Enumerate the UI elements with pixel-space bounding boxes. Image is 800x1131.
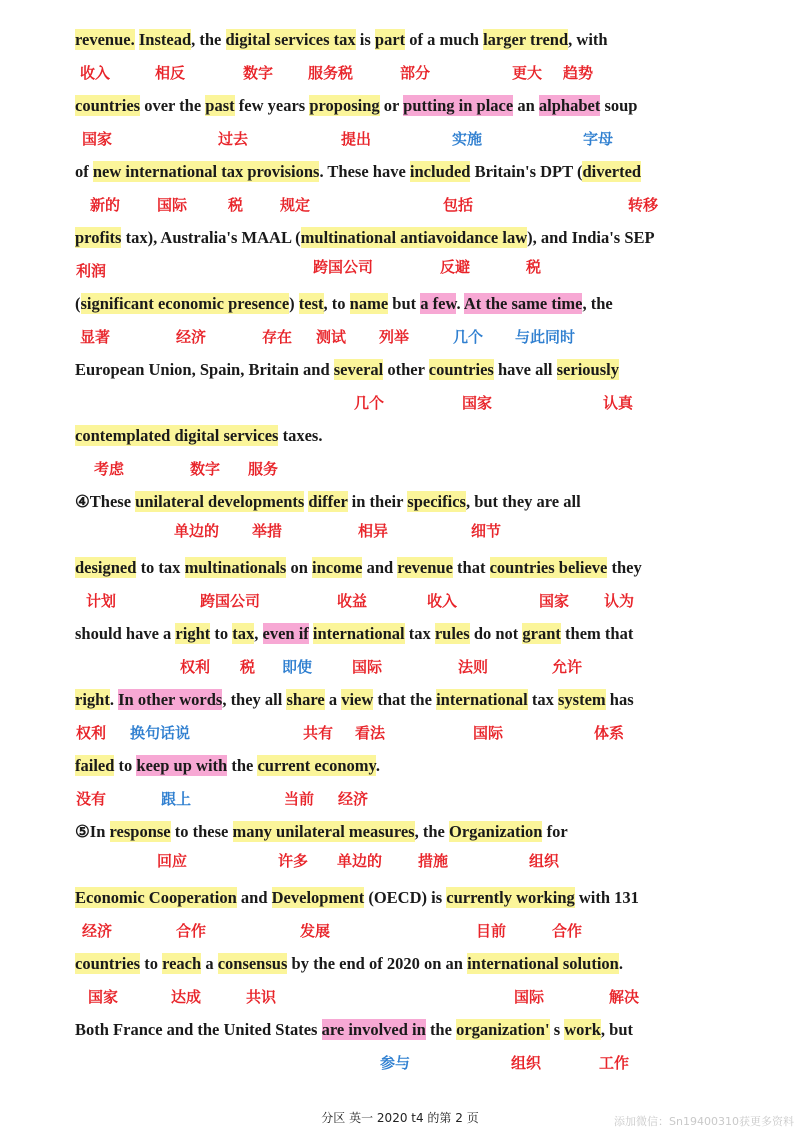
chinese-annotation: 几个	[354, 394, 385, 412]
highlighted-phrase: tax	[232, 624, 255, 643]
chinese-annotation: 参与	[380, 1054, 411, 1072]
plain-text: should have a	[75, 624, 176, 643]
highlighted-phrase: new international tax provisions	[92, 162, 320, 181]
plain-text: have all	[493, 360, 557, 379]
plain-text: (OECD) is	[364, 888, 447, 907]
plain-text: . These have	[319, 162, 410, 181]
highlighted-phrase: countries	[75, 96, 141, 115]
chinese-annotation: 看法	[355, 724, 386, 742]
chinese-annotation: 合作	[176, 922, 207, 940]
chinese-annotation: 跟上	[161, 790, 192, 808]
english-line	[75, 556, 642, 580]
highlighted-phrase: past	[205, 96, 235, 115]
highlighted-phrase: Organization	[448, 822, 543, 841]
chinese-annotation: 提出	[341, 130, 372, 148]
chinese-annotation: 经济	[338, 790, 369, 808]
chinese-annotation: 相异	[358, 522, 389, 540]
plain-text: for	[542, 822, 568, 841]
chinese-annotation: 跨国公司	[313, 258, 374, 276]
plain-text: to these	[170, 822, 233, 841]
highlighted-phrase: current economy	[257, 756, 376, 775]
plain-text: , the	[191, 30, 226, 49]
chinese-annotation: 共有	[303, 724, 334, 742]
chinese-annotation: 税	[228, 196, 244, 214]
chinese-annotation: 发展	[300, 922, 331, 940]
chinese-annotation: 部分	[400, 64, 431, 82]
highlighted-phrase: reach	[162, 954, 202, 973]
highlighted-phrase: share	[286, 690, 325, 709]
highlighted-phrase: response	[109, 822, 171, 841]
english-line	[75, 292, 613, 316]
chinese-annotation: 组织	[511, 1054, 542, 1072]
chinese-annotation: 数字	[190, 460, 221, 478]
chinese-annotation: 过去	[218, 130, 249, 148]
highlighted-phrase: several	[333, 360, 384, 379]
plain-text: to	[140, 954, 163, 973]
english-line	[75, 886, 639, 910]
highlighted-phrase: consensus	[217, 954, 288, 973]
plain-text: that the	[373, 690, 437, 709]
highlighted-phrase: multinationals	[184, 558, 287, 577]
highlighted-phrase: In other words	[118, 690, 223, 709]
plain-text: Britain's DPT (	[470, 162, 583, 181]
highlighted-phrase: putting in place	[403, 96, 514, 115]
plain-text: .	[375, 756, 380, 775]
highlighted-phrase: proposing	[309, 96, 380, 115]
plain-text: in their	[347, 492, 408, 511]
plain-text: the	[425, 1020, 457, 1039]
chinese-annotation: 国家	[82, 130, 113, 148]
highlighted-phrase: revenue.	[75, 30, 135, 49]
chinese-annotation: 合作	[552, 922, 583, 940]
highlighted-phrase: work	[564, 1020, 601, 1039]
plain-text: but	[388, 294, 421, 313]
plain-text: over the	[140, 96, 206, 115]
chinese-annotation: 收入	[80, 64, 111, 82]
chinese-annotation: 更大	[512, 64, 543, 82]
plain-text: and	[362, 558, 398, 577]
highlighted-phrase: a few	[420, 294, 457, 313]
plain-text: by the end of 2020 on an	[287, 954, 468, 973]
chinese-annotation: 显著	[80, 328, 111, 346]
chinese-annotation: 许多	[278, 852, 309, 870]
chinese-annotation: 数字	[243, 64, 274, 82]
highlighted-phrase: diverted	[582, 162, 642, 181]
english-line	[75, 226, 655, 250]
highlighted-phrase: rules	[434, 624, 470, 643]
plain-text: .	[109, 690, 119, 709]
chinese-annotation: 法则	[458, 658, 489, 676]
plain-text: of a much	[405, 30, 484, 49]
highlighted-phrase: income	[312, 558, 363, 577]
chinese-annotation: 收入	[427, 592, 458, 610]
highlighted-phrase: right	[175, 624, 211, 643]
plain-text: with 131	[574, 888, 639, 907]
chinese-annotation: 达成	[171, 988, 202, 1006]
highlighted-phrase: seriously	[556, 360, 619, 379]
english-line	[75, 622, 633, 646]
plain-text: tax	[404, 624, 435, 643]
highlighted-phrase: international	[436, 690, 528, 709]
plain-text: , the	[414, 822, 449, 841]
plain-text: do not	[469, 624, 523, 643]
highlighted-phrase: system	[557, 690, 606, 709]
plain-text: .	[618, 954, 623, 973]
chinese-annotation: 利润	[76, 262, 107, 280]
plain-text: European Union, Spain, Britain and	[75, 360, 334, 379]
chinese-annotation: 服务	[248, 460, 279, 478]
chinese-annotation: 包括	[443, 196, 474, 214]
plain-text: the	[227, 756, 258, 775]
english-line	[75, 424, 322, 448]
highlighted-phrase: grant	[522, 624, 561, 643]
chinese-annotation: 权利	[76, 724, 107, 742]
english-line	[75, 820, 568, 844]
plain-text: , to	[323, 294, 350, 313]
plain-text: or	[379, 96, 404, 115]
chinese-annotation: 国家	[539, 592, 570, 610]
highlighted-phrase: part	[374, 30, 406, 49]
plain-text: (	[75, 294, 81, 313]
plain-text: soup	[600, 96, 638, 115]
chinese-annotation: 认为	[604, 592, 635, 610]
plain-text: to	[114, 756, 137, 775]
highlighted-phrase: designed	[75, 558, 137, 577]
highlighted-phrase: larger trend	[483, 30, 569, 49]
english-line	[75, 28, 608, 52]
chinese-annotation: 解决	[609, 988, 640, 1006]
english-line	[75, 952, 623, 976]
highlighted-phrase: significant economic presence	[80, 294, 290, 313]
english-line	[75, 688, 634, 712]
chinese-annotation: 趋势	[563, 64, 594, 82]
chinese-annotation: 单边的	[337, 852, 383, 870]
plain-text: them that	[560, 624, 634, 643]
chinese-annotation: 举措	[252, 522, 283, 540]
plain-text: ), and India's SEP	[527, 228, 655, 247]
plain-text: , but they are all	[465, 492, 581, 511]
chinese-annotation: 税	[240, 658, 256, 676]
highlighted-phrase: failed	[75, 756, 115, 775]
highlighted-phrase: revenue	[397, 558, 453, 577]
chinese-annotation: 规定	[280, 196, 311, 214]
plain-text: is	[355, 30, 375, 49]
chinese-annotation: 共识	[246, 988, 277, 1006]
plain-text: of	[75, 162, 93, 181]
plain-text: tax), Australia's MAAL (	[121, 228, 301, 247]
chinese-annotation: 收益	[337, 592, 368, 610]
plain-text: tax	[527, 690, 558, 709]
highlighted-phrase: specifics	[407, 492, 466, 511]
highlighted-phrase: differ	[308, 492, 348, 511]
plain-text: they	[607, 558, 642, 577]
plain-text: a	[201, 954, 218, 973]
highlighted-phrase: countries believe	[489, 558, 608, 577]
page-footer: 分区 英一 2020 t4 的第 2 页	[321, 1111, 479, 1125]
plain-text: has	[605, 690, 634, 709]
chinese-annotation: 经济	[176, 328, 207, 346]
plain-text: taxes.	[278, 426, 323, 445]
chinese-annotation: 几个	[453, 328, 484, 346]
chinese-annotation: 允许	[552, 658, 583, 676]
plain-text: s	[549, 1020, 565, 1039]
english-line	[75, 754, 380, 778]
plain-text: , the	[582, 294, 613, 313]
plain-text: to tax	[136, 558, 185, 577]
plain-text: few years	[234, 96, 310, 115]
highlighted-phrase: Instead	[138, 30, 192, 49]
chinese-annotation: 国际	[352, 658, 383, 676]
plain-text: ,	[254, 624, 263, 643]
english-line	[75, 94, 637, 118]
plain-text: , with	[568, 30, 608, 49]
chinese-annotation: 国家	[88, 988, 119, 1006]
chinese-annotation: 措施	[418, 852, 449, 870]
chinese-annotation: 国际	[157, 196, 188, 214]
plain-text: )	[289, 294, 299, 313]
chinese-annotation: 体系	[594, 724, 625, 742]
chinese-annotation: 换句话说	[130, 724, 191, 742]
highlighted-phrase: are involved in	[321, 1020, 426, 1039]
chinese-annotation: 权利	[180, 658, 211, 676]
chinese-annotation: 工作	[599, 1054, 630, 1072]
chinese-annotation: 测试	[316, 328, 347, 346]
english-line	[75, 490, 581, 514]
highlighted-phrase: At the same time	[463, 294, 583, 313]
watermark: 添加微信：Sn19400310获更多资料	[614, 1115, 794, 1128]
highlighted-phrase: digital services tax	[225, 30, 356, 49]
plain-text: that	[452, 558, 490, 577]
chinese-annotation: 即使	[282, 658, 313, 676]
english-line	[75, 160, 641, 184]
plain-text: other	[383, 360, 429, 379]
chinese-annotation: 考虑	[94, 460, 125, 478]
chinese-annotation: 存在	[262, 328, 293, 346]
plain-text: ④These	[75, 492, 136, 511]
chinese-annotation: 相反	[155, 64, 186, 82]
chinese-annotation: 没有	[76, 790, 107, 808]
highlighted-phrase: countries	[428, 360, 494, 379]
plain-text: .	[456, 294, 464, 313]
chinese-annotation: 细节	[471, 522, 502, 540]
highlighted-phrase: unilateral developments	[135, 492, 305, 511]
chinese-annotation: 计划	[86, 592, 117, 610]
chinese-annotation: 国际	[473, 724, 504, 742]
chinese-annotation: 经济	[82, 922, 113, 940]
highlighted-phrase: right	[75, 690, 110, 709]
plain-text: on	[286, 558, 313, 577]
highlighted-phrase: keep up with	[136, 756, 228, 775]
chinese-annotation: 实施	[452, 130, 483, 148]
highlighted-phrase: even if	[262, 624, 309, 643]
chinese-annotation: 与此同时	[515, 328, 576, 346]
chinese-annotation: 国际	[514, 988, 545, 1006]
chinese-annotation: 目前	[476, 922, 507, 940]
highlighted-phrase: view	[341, 690, 374, 709]
english-line	[75, 1018, 633, 1042]
highlighted-phrase: organization'	[456, 1020, 550, 1039]
highlighted-phrase: test	[298, 294, 324, 313]
highlighted-phrase: contemplated digital services	[75, 426, 279, 445]
chinese-annotation: 跨国公司	[200, 592, 261, 610]
chinese-annotation: 服务税	[308, 64, 354, 82]
highlighted-phrase: alphabet	[538, 96, 601, 115]
highlighted-phrase: international	[312, 624, 405, 643]
plain-text: and	[236, 888, 272, 907]
chinese-annotation: 当前	[284, 790, 315, 808]
highlighted-phrase: currently working	[446, 888, 575, 907]
chinese-annotation: 国家	[462, 394, 493, 412]
chinese-annotation: 税	[526, 258, 542, 276]
plain-text: ⑤In	[75, 822, 110, 841]
highlighted-phrase: countries	[75, 954, 141, 973]
chinese-annotation: 回应	[157, 852, 188, 870]
plain-text: , but	[600, 1020, 634, 1039]
highlighted-phrase: name	[349, 294, 389, 313]
highlighted-phrase: international solution	[467, 954, 619, 973]
highlighted-phrase: Economic Cooperation	[75, 888, 237, 907]
highlighted-phrase: Development	[271, 888, 365, 907]
chinese-annotation: 反避	[440, 258, 471, 276]
plain-text: to	[210, 624, 233, 643]
highlighted-phrase: many unilateral measures	[232, 822, 415, 841]
highlighted-phrase: profits	[75, 228, 122, 247]
english-line	[75, 358, 619, 382]
highlighted-phrase: multinational antiavoidance law	[300, 228, 528, 247]
chinese-annotation: 组织	[529, 852, 560, 870]
highlighted-phrase: included	[409, 162, 471, 181]
plain-text: an	[513, 96, 539, 115]
chinese-annotation: 字母	[583, 130, 614, 148]
chinese-annotation: 列举	[379, 328, 410, 346]
chinese-annotation: 认真	[603, 394, 634, 412]
chinese-annotation: 单边的	[174, 522, 220, 540]
chinese-annotation: 新的	[90, 196, 121, 214]
chinese-annotation: 转移	[628, 196, 659, 214]
plain-text: Both France and the United States	[75, 1020, 322, 1039]
plain-text: , they all	[222, 690, 287, 709]
plain-text: a	[324, 690, 342, 709]
